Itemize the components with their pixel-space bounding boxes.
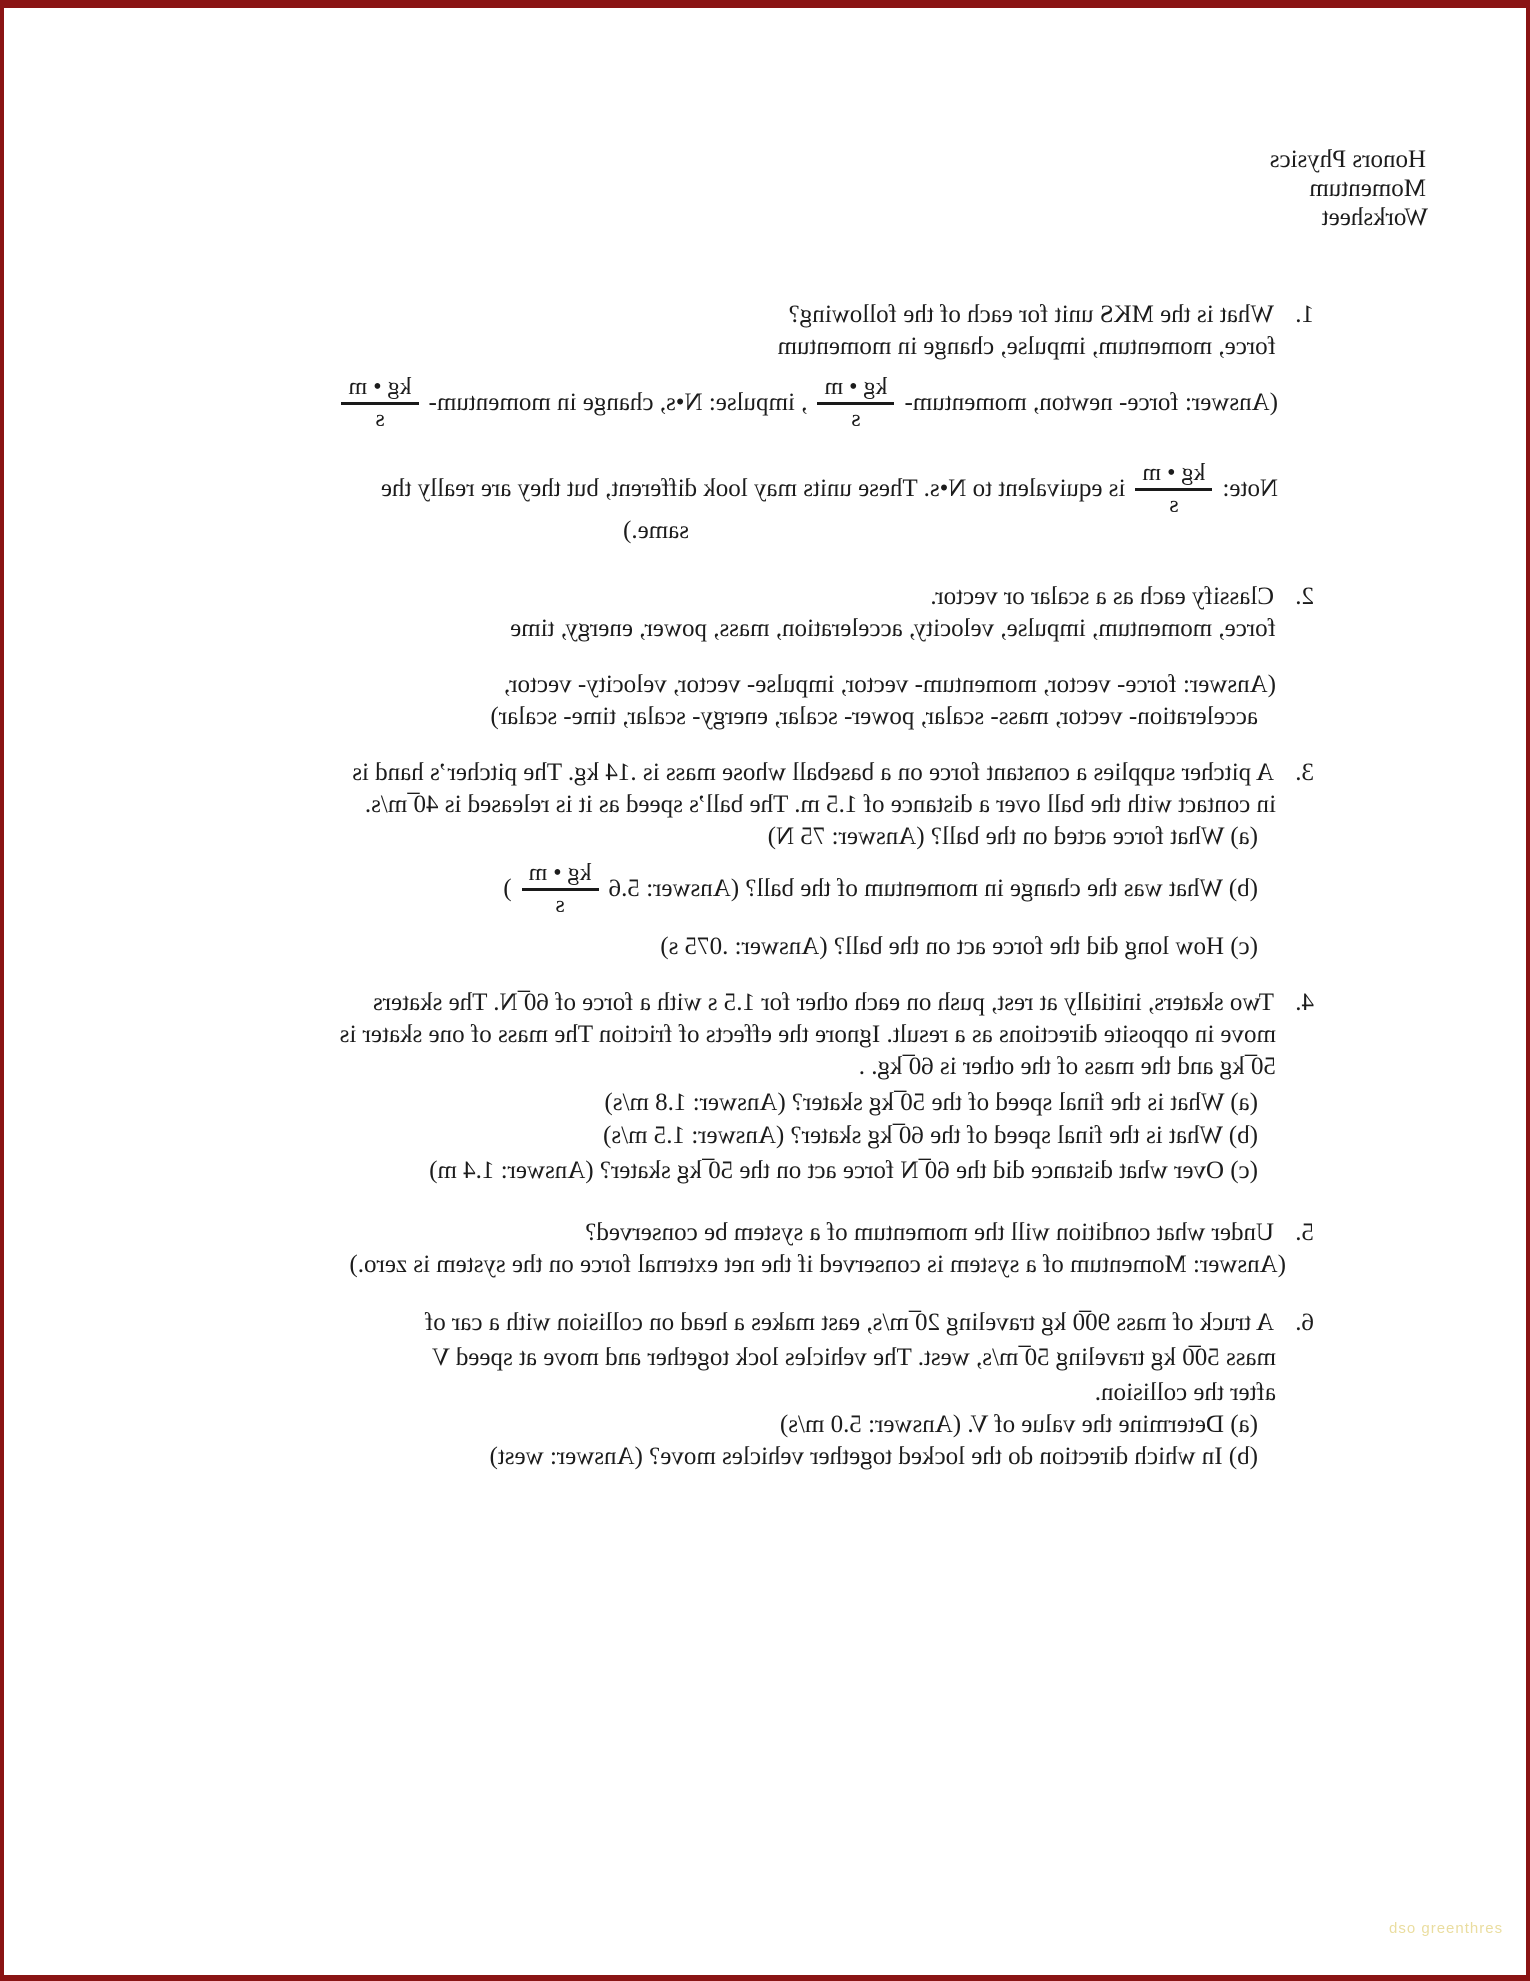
q3-prompt-text: A pitcher supplies a constant force on a baseball whose mass is .14 kg. The pitcher’s hand is [352, 759, 1274, 786]
q6-part-a: (a) Determine the value of V. (Answer: 5.0 m/s) [779, 1411, 1258, 1438]
header-doc-type: Worksheet [1321, 204, 1428, 231]
fraction-denominator: s [851, 405, 861, 432]
q6-prompt-text: A truck of mass 90̅0 kg traveling 20̅ m/s, east makes a head on collision with a car of [424, 1309, 1274, 1336]
worksheet-page [4, 8, 1526, 1975]
mirrored-document-content [4, 8, 1526, 1975]
q3-prompt-cont: in contact with the ball over a distance of 1.5 m. The ball’s speed as it is released is 40̅ m/s. [364, 791, 1276, 818]
fraction-numerator: kg • m [342, 374, 419, 405]
header-topic: Momentum [1309, 175, 1426, 202]
q1-note-label: Note: [1222, 475, 1278, 502]
q1-prompt [789, 300, 1314, 330]
q5-number: 5. [1295, 1219, 1314, 1246]
q1-note-end: same.) [623, 517, 689, 544]
kg-m-per-s-fraction [817, 374, 894, 433]
fraction-denominator: s [1169, 491, 1179, 518]
q6-prompt-cont1: mass 50̅0 kg traveling 50̅ m/s, west. The vehicles lock together and move at speed V [431, 1344, 1276, 1371]
fraction-denominator: s [375, 405, 385, 432]
q3-part-b [503, 846, 1258, 932]
q6-part-b: (b) In which direction do the locked together vehicles move? (Answer: west) [489, 1443, 1258, 1470]
q6-prompt [425, 1308, 1314, 1338]
q2-prompt [930, 582, 1314, 612]
q3-part-a: (a) What force acted on the ball? (Answer: 75 N) [767, 823, 1258, 850]
fraction-numerator: kg • m [1135, 460, 1212, 491]
kg-m-per-s-fraction [522, 860, 599, 919]
q6-prompt-cont2: after the collision. [1094, 1379, 1276, 1406]
q1-answer-text-2: , impulse: N•s, change in momentum- [428, 389, 808, 416]
q1-prompt-text: What is the MKS unit for each of the following? [788, 301, 1274, 328]
q5-prompt [585, 1218, 1314, 1248]
q5-prompt-text: Under what condition will the momentum of a system be conserved? [585, 1219, 1274, 1246]
q4-part-c: (c) Over what distance did the 60̅ N force act on the 50̅ kg skater? (Answer: 1.4 m) [429, 1157, 1258, 1184]
q1-note-text: is equivalent to N•s. These units may look different, but they are really the [380, 475, 1126, 502]
q1-answer-text-1: (Answer: force- newton, momentum- [904, 389, 1278, 416]
q3-part-c: (c) How long did the force act on the ball? (Answer: .075 s) [660, 933, 1258, 960]
q2-items: force, momentum, impulse, velocity, acceleration, mass, power, energy, time [510, 615, 1276, 642]
q1-answer-line [332, 360, 1279, 446]
fraction-numerator: kg • m [817, 374, 894, 405]
q3-prompt [352, 758, 1314, 788]
q4-prompt [373, 988, 1314, 1018]
q4-number: 4. [1295, 989, 1314, 1016]
q4-part-b: (b) What is the final speed of the 60̅ kg skater? (Answer: 1.5 m/s) [603, 1122, 1258, 1149]
kg-m-per-s-fraction [1135, 460, 1212, 519]
header-course: Honors Physics [1269, 146, 1426, 173]
q1-note-line [381, 448, 1278, 530]
fraction-numerator: kg • m [522, 860, 599, 891]
watermark: dso greenthres [1389, 1920, 1504, 1937]
q4-prompt-text: Two skaters, initially at rest, push on each other for 1.5 s with a force of 60̅ N. The skaters [372, 989, 1274, 1016]
q2-answer-line1: (Answer: force- vector, momentum- vector, impulse- vector, velocity- vector, [503, 671, 1276, 698]
q3-part-b-close: ) [503, 875, 512, 902]
q1-number: 1. [1295, 301, 1314, 328]
q5-answer: (Answer: Momentum of a system is conserved if the net external force on the system is zero.) [349, 1251, 1286, 1278]
kg-m-per-s-fraction [342, 374, 419, 433]
q4-prompt-cont2: 50̅ kg and the mass of the other is 60̅ kg. . [858, 1053, 1276, 1080]
q3-number: 3. [1295, 759, 1314, 786]
q3-part-b-text: (b) What was the change in momentum of the ball? (Answer: 5.6 [608, 875, 1258, 902]
fraction-denominator: s [555, 891, 565, 918]
q6-number: 6. [1295, 1309, 1314, 1336]
q4-part-a: (a) What is the final speed of the 50̅ kg skater? (Answer: 1.8 m/s) [604, 1089, 1258, 1116]
q2-answer-line2: acceleration- vector, mass- scalar, power- scalar, energy- scalar, time- scalar) [490, 703, 1258, 730]
q2-number: 2. [1295, 583, 1314, 610]
q1-items: force, momentum, impulse, change in momentum [777, 333, 1276, 360]
q2-prompt-text: Classify each as a scalar or vector. [930, 583, 1274, 610]
q4-prompt-cont1: move in opposite directions as a result. Ignore the effects of friction The mass of one skater is [339, 1021, 1276, 1048]
